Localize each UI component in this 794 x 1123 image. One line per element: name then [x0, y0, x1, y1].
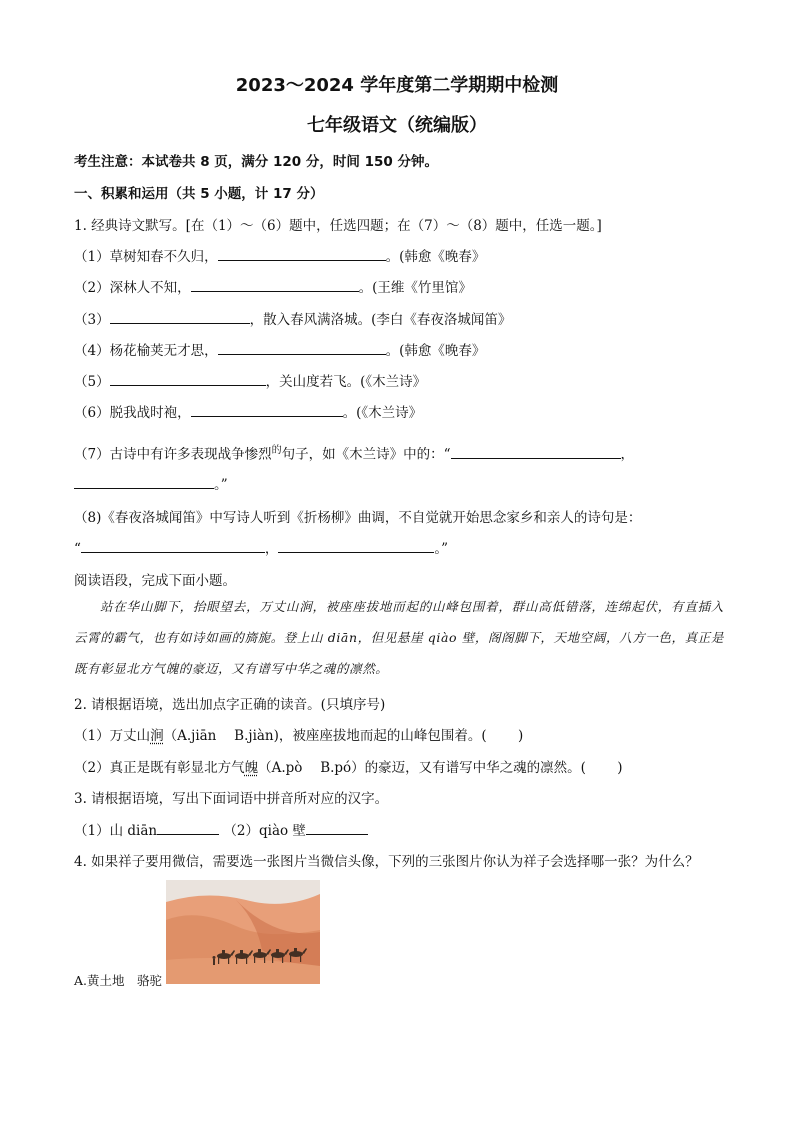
- poem-item-7-line1: [74, 441, 634, 463]
- answer-blank[interactable]: [306, 820, 368, 835]
- poem-item-4: [74, 339, 485, 359]
- poem-item-3-prefix: （3）: [74, 312, 110, 328]
- answer-blank[interactable]: [81, 538, 265, 553]
- q2-item-1-prefix: （1）万丈山: [74, 728, 151, 744]
- question-3-items: [74, 819, 368, 839]
- poem-item-8-line1: （8)《春夜洛城闻笛》中写诗人听到《折杨柳》曲调，不自觉就开始思念家乡和亲人的诗句是：: [74, 510, 642, 526]
- q2-item-2-options: （A.pò B.pó）的豪迈，又有谱写中华之魂的凛然。( ): [258, 760, 623, 776]
- poem-item-3: [74, 308, 511, 328]
- poem-item-7-close: 。”: [214, 477, 228, 493]
- open-quote: “: [74, 541, 81, 557]
- answer-blank[interactable]: [110, 371, 266, 386]
- answer-blank[interactable]: [191, 277, 359, 292]
- desert-camel-photo: [166, 880, 320, 984]
- answer-blank[interactable]: [191, 402, 343, 417]
- answer-blank[interactable]: [74, 474, 214, 489]
- question-2-item-2: [74, 756, 623, 776]
- poem-item-2: [74, 276, 472, 296]
- section-heading: 一、积累和运用（共 5 小题，计 17 分）: [74, 186, 324, 202]
- poem-item-1-prefix: （1）草树知春不久归，: [74, 249, 218, 265]
- poem-item-4-source: 。(韩愈《晚春》: [385, 343, 486, 359]
- question-2-stem: 2. 请根据语境，选出加点字正确的读音。(只填序号): [74, 697, 386, 713]
- poem-item-5-prefix: （5）: [74, 374, 110, 390]
- poem-item-4-prefix: （4）杨花榆荚无才思，: [74, 343, 218, 359]
- exam-subtitle: 七年级语文（统编版）: [307, 115, 487, 136]
- q2-item-2-prefix: （2）真正是既有彰显北方气: [74, 760, 245, 776]
- poem-item-3-source: ，散入春风满洛城。(李白《春夜洛城闻笛》: [249, 312, 512, 328]
- dotted-char: 魄: [244, 760, 259, 776]
- poem-item-2-source: 。(王维《竹里馆》: [358, 280, 472, 296]
- answer-blank[interactable]: [451, 444, 621, 459]
- poem-item-1: [74, 245, 485, 265]
- question-1-stem: 1. 经典诗文默写。[在（1）～（6）题中，任选四题；在（7）～（8）题中，任选一题。]: [74, 218, 602, 234]
- question-4-stem: 4. 如果祥子要用微信，需要选一张图片当微信头像，下列的三张图片你认为祥子会选择哪一张？为什么？: [74, 854, 699, 870]
- poem-item-7-line2: [74, 473, 228, 493]
- q3-item-1: （1）山 diān: [74, 823, 158, 839]
- poem-item-8-line2: [74, 537, 448, 557]
- poem-item-5: [74, 370, 426, 390]
- question-3-stem: 3. 请根据语境，写出下面词语中拼音所对应的汉字。: [74, 791, 389, 807]
- desert-image-svg: [166, 880, 320, 984]
- comma: ，: [264, 541, 279, 557]
- dotted-char: 涧: [150, 728, 164, 744]
- answer-blank[interactable]: [278, 538, 434, 553]
- poem-item-7-comma: ，: [620, 446, 634, 463]
- poem-item-1-source: 。(韩愈《晚春》: [385, 249, 486, 265]
- question-2-item-1: [74, 724, 523, 744]
- reading-passage: 站在华山脚下，抬眼望去，万丈山涧，被座座拔地而起的山峰包围着，群山高低错落，连绵起伏，有直插入云霄的霸气，也有如诗如画的旖旎。登上山 diān，但见悬崖 qiào 壁，阁阁脚下，天地空阔，八方一色，真正是既有彰显北方气魄的豪迈，又有谱写中华之魂的凛然。: [74, 599, 724, 676]
- option-a-label: A.黄土地 骆驼: [74, 973, 163, 988]
- reading-intro: 阅读语段，完成下面小题。: [74, 573, 236, 589]
- close-quote: 。”: [434, 541, 449, 557]
- poem-item-6: [74, 401, 422, 421]
- poem-item-6-source: 。(《木兰诗》: [342, 405, 423, 421]
- poem-item-7-prefix: （7）古诗中有许多表现战争惨烈: [74, 446, 272, 463]
- answer-blank[interactable]: [218, 246, 386, 261]
- answer-blank[interactable]: [110, 309, 250, 324]
- photo-haze: [166, 880, 320, 984]
- exam-title: 2023～2024 学年度第二学期期中检测: [235, 75, 559, 96]
- q2-item-1-options: （A.jiān B.jiàn)，被座座拔地而起的山峰包围着。( ): [163, 728, 524, 744]
- poem-item-2-prefix: （2）深林人不知，: [74, 280, 191, 296]
- poem-item-5-source: ，关山度若飞。(《木兰诗》: [265, 374, 427, 390]
- q3-item-2: （2）qiào 壁: [223, 823, 306, 839]
- poem-item-6-prefix: （6）脱我战时袍，: [74, 405, 191, 421]
- superscript-char: 的: [271, 445, 282, 456]
- poem-item-7-mid: 句子，如《木兰诗》中的：“: [281, 446, 451, 463]
- answer-blank[interactable]: [157, 820, 219, 835]
- exam-notice: 考生注意：本试卷共 8 页，满分 120 分，时间 150 分钟。: [74, 154, 438, 170]
- answer-blank[interactable]: [218, 340, 386, 355]
